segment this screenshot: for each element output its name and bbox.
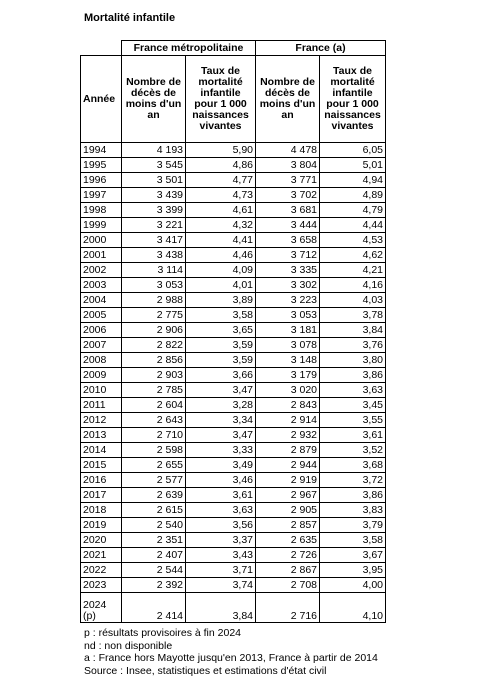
page-title: Mortalité infantile — [84, 12, 176, 24]
deaths-france-cell: 2 905 — [256, 503, 320, 518]
table-row — [81, 188, 386, 203]
table-row — [81, 158, 386, 173]
table-row — [81, 383, 386, 398]
rate-france-cell: 3,58 — [320, 533, 386, 548]
year-cell: 2015 — [81, 458, 122, 473]
deaths-france-cell: 3 148 — [256, 353, 320, 368]
rate-metropolitaine-cell: 3,33 — [186, 443, 256, 458]
rate-metropolitaine-cell: 3,61 — [186, 488, 256, 503]
deaths-metropolitaine-cell: 2 906 — [122, 323, 186, 338]
table-row — [81, 233, 386, 248]
deaths-metropolitaine-cell: 2 903 — [122, 368, 186, 383]
deaths-france-cell: 3 302 — [256, 278, 320, 293]
rate-france-cell: 4,16 — [320, 278, 386, 293]
deaths-france-cell: 2 867 — [256, 563, 320, 578]
rate-metropolitaine-cell: 3,58 — [186, 308, 256, 323]
footnote-provisional: p : résultats provisoires à fin 2024 — [84, 627, 241, 639]
deaths-metropolitaine-cell: 4 193 — [122, 143, 186, 158]
rate-france-cell: 3,79 — [320, 518, 386, 533]
year-cell: 2007 — [81, 338, 122, 353]
deaths-france-cell: 3 335 — [256, 263, 320, 278]
table-row — [81, 353, 386, 368]
deaths-france-cell: 3 078 — [256, 338, 320, 353]
table-body — [81, 143, 386, 623]
deaths-france-cell: 3 053 — [256, 308, 320, 323]
deaths-france-cell: 3 658 — [256, 233, 320, 248]
rate-metropolitaine-cell: 3,89 — [186, 293, 256, 308]
table-row — [81, 308, 386, 323]
rate-metropolitaine-cell: 3,28 — [186, 398, 256, 413]
table-row — [81, 293, 386, 308]
deaths-metropolitaine-cell: 3 053 — [122, 278, 186, 293]
deaths-france-cell: 2 879 — [256, 443, 320, 458]
rate-france-cell: 3,84 — [320, 323, 386, 338]
rate-france-cell: 4,44 — [320, 218, 386, 233]
deaths-metropolitaine-cell: 2 540 — [122, 518, 186, 533]
table-row — [81, 263, 386, 278]
deaths-metropolitaine-cell: 2 639 — [122, 488, 186, 503]
table-row — [81, 278, 386, 293]
header-empty-cell — [81, 41, 122, 56]
rate-france-cell: 4,21 — [320, 263, 386, 278]
deaths-france-cell: 2 967 — [256, 488, 320, 503]
rate-metropolitaine-cell: 4,32 — [186, 218, 256, 233]
rate-france-cell: 3,95 — [320, 563, 386, 578]
rate-france-cell: 4,79 — [320, 203, 386, 218]
rate-france-cell: 3,61 — [320, 428, 386, 443]
deaths-metropolitaine-cell: 3 438 — [122, 248, 186, 263]
column-header-rate-france: Taux de mortalité infantile pour 1 000 naissances vivantes — [320, 56, 386, 143]
deaths-france-cell: 2 914 — [256, 413, 320, 428]
rate-france-cell: 4,53 — [320, 233, 386, 248]
rate-france-cell: 4,62 — [320, 248, 386, 263]
footnotes — [84, 627, 384, 677]
deaths-metropolitaine-cell: 2 414 — [122, 593, 186, 623]
deaths-france-cell: 3 771 — [256, 173, 320, 188]
table-row — [81, 173, 386, 188]
table-row — [81, 503, 386, 518]
rate-france-cell: 3,78 — [320, 308, 386, 323]
deaths-metropolitaine-cell: 2 710 — [122, 428, 186, 443]
rate-metropolitaine-cell: 3,34 — [186, 413, 256, 428]
table-row — [81, 338, 386, 353]
year-cell: 2002 — [81, 263, 122, 278]
deaths-france-cell: 4 478 — [256, 143, 320, 158]
rate-metropolitaine-cell: 3,71 — [186, 563, 256, 578]
footnote-not-available: nd : non disponible — [84, 639, 173, 652]
deaths-france-cell: 2 919 — [256, 473, 320, 488]
deaths-metropolitaine-cell: 2 856 — [122, 353, 186, 368]
year-cell: 2021 — [81, 548, 122, 563]
table-row — [81, 548, 386, 563]
year-cell — [81, 593, 122, 623]
deaths-metropolitaine-cell: 2 988 — [122, 293, 186, 308]
table-row — [81, 428, 386, 443]
rate-metropolitaine-cell: 3,84 — [186, 593, 256, 623]
deaths-france-cell: 3 804 — [256, 158, 320, 173]
rate-france-cell: 3,86 — [320, 488, 386, 503]
deaths-metropolitaine-cell: 2 351 — [122, 533, 186, 548]
year-cell: 2017 — [81, 488, 122, 503]
year-line: 2024 — [83, 599, 107, 611]
column-header-deaths-france: Nombre de décès de moins d'un an — [256, 56, 320, 143]
rate-metropolitaine-cell: 3,46 — [186, 473, 256, 488]
rate-france-cell: 3,86 — [320, 368, 386, 383]
year-cell: 1995 — [81, 158, 122, 173]
deaths-france-cell: 2 635 — [256, 533, 320, 548]
deaths-france-cell: 2 932 — [256, 428, 320, 443]
table-row — [81, 458, 386, 473]
rate-metropolitaine-cell: 3,59 — [186, 338, 256, 353]
rate-france-cell: 3,68 — [320, 458, 386, 473]
rate-metropolitaine-cell: 3,74 — [186, 578, 256, 593]
table-row — [81, 578, 386, 593]
year-cell: 1998 — [81, 203, 122, 218]
table-row — [81, 143, 386, 158]
rate-france-cell: 6,05 — [320, 143, 386, 158]
rate-metropolitaine-cell: 4,01 — [186, 278, 256, 293]
rate-france-cell: 5,01 — [320, 158, 386, 173]
year-cell: 2013 — [81, 428, 122, 443]
rate-metropolitaine-cell: 3,49 — [186, 458, 256, 473]
year-cell: 2023 — [81, 578, 122, 593]
rate-france-cell: 4,00 — [320, 578, 386, 593]
deaths-metropolitaine-cell: 2 775 — [122, 308, 186, 323]
column-header-year: Année — [81, 56, 122, 143]
rate-france-cell: 3,67 — [320, 548, 386, 563]
deaths-metropolitaine-cell: 3 417 — [122, 233, 186, 248]
rate-france-cell: 3,72 — [320, 473, 386, 488]
deaths-metropolitaine-cell: 2 643 — [122, 413, 186, 428]
rate-france-cell: 3,55 — [320, 413, 386, 428]
rate-metropolitaine-cell: 4,86 — [186, 158, 256, 173]
year-cell: 2019 — [81, 518, 122, 533]
year-cell: 2014 — [81, 443, 122, 458]
deaths-metropolitaine-cell: 2 785 — [122, 383, 186, 398]
rate-metropolitaine-cell: 3,37 — [186, 533, 256, 548]
rate-metropolitaine-cell: 3,47 — [186, 383, 256, 398]
table-row — [81, 563, 386, 578]
rate-metropolitaine-cell: 4,77 — [186, 173, 256, 188]
deaths-france-cell: 2 843 — [256, 398, 320, 413]
rate-metropolitaine-cell: 4,61 — [186, 203, 256, 218]
deaths-france-cell: 3 702 — [256, 188, 320, 203]
deaths-metropolitaine-cell: 2 615 — [122, 503, 186, 518]
column-header-deaths-metropolitaine: Nombre de décès de moins d'un an — [122, 56, 186, 143]
deaths-metropolitaine-cell: 2 392 — [122, 578, 186, 593]
deaths-france-cell: 3 223 — [256, 293, 320, 308]
table-row — [81, 473, 386, 488]
deaths-france-cell: 3 712 — [256, 248, 320, 263]
rate-france-cell: 4,03 — [320, 293, 386, 308]
year-cell: 2001 — [81, 248, 122, 263]
rate-france-cell: 4,10 — [320, 593, 386, 623]
year-cell: 2012 — [81, 413, 122, 428]
rate-metropolitaine-cell: 3,56 — [186, 518, 256, 533]
year-cell: 2009 — [81, 368, 122, 383]
table-row — [81, 518, 386, 533]
deaths-metropolitaine-cell: 2 407 — [122, 548, 186, 563]
deaths-metropolitaine-cell: 3 221 — [122, 218, 186, 233]
deaths-metropolitaine-cell: 2 822 — [122, 338, 186, 353]
deaths-metropolitaine-cell: 3 545 — [122, 158, 186, 173]
rate-france-cell: 3,83 — [320, 503, 386, 518]
deaths-france-cell: 3 681 — [256, 203, 320, 218]
footnote-scope: a : France hors Mayotte jusqu'en 2013, France à partir de 2014 — [84, 652, 378, 664]
rate-metropolitaine-cell: 3,63 — [186, 503, 256, 518]
deaths-france-cell: 2 726 — [256, 548, 320, 563]
table-row — [81, 218, 386, 233]
year-cell: 2020 — [81, 533, 122, 548]
deaths-metropolitaine-cell: 2 544 — [122, 563, 186, 578]
deaths-metropolitaine-cell: 2 604 — [122, 398, 186, 413]
year-cell: 2000 — [81, 233, 122, 248]
rate-metropolitaine-cell: 3,47 — [186, 428, 256, 443]
infant-mortality-table — [80, 40, 386, 623]
rate-france-cell: 3,52 — [320, 443, 386, 458]
deaths-metropolitaine-cell: 2 577 — [122, 473, 186, 488]
deaths-france-cell: 2 857 — [256, 518, 320, 533]
rate-france-cell: 3,63 — [320, 383, 386, 398]
year-cell: 1999 — [81, 218, 122, 233]
year-cell: 1997 — [81, 188, 122, 203]
year-cell: 2011 — [81, 398, 122, 413]
rate-metropolitaine-cell: 3,65 — [186, 323, 256, 338]
deaths-metropolitaine-cell: 2 598 — [122, 443, 186, 458]
year-cell: 2003 — [81, 278, 122, 293]
deaths-metropolitaine-cell: 3 501 — [122, 173, 186, 188]
year-cell: 2022 — [81, 563, 122, 578]
table-row — [81, 413, 386, 428]
year-cell: 1996 — [81, 173, 122, 188]
table-row — [81, 323, 386, 338]
table-row — [81, 443, 386, 458]
deaths-france-cell: 2 708 — [256, 578, 320, 593]
rate-metropolitaine-cell: 3,43 — [186, 548, 256, 563]
deaths-metropolitaine-cell: 3 114 — [122, 263, 186, 278]
deaths-france-cell: 2 716 — [256, 593, 320, 623]
year-cell: 1994 — [81, 143, 122, 158]
rate-france-cell: 4,94 — [320, 173, 386, 188]
rate-metropolitaine-cell: 4,41 — [186, 233, 256, 248]
column-header-rate-metropolitaine: Taux de mortalité infantile pour 1 000 naissances vivantes — [186, 56, 256, 143]
rate-france-cell: 3,80 — [320, 353, 386, 368]
year-cell: 2016 — [81, 473, 122, 488]
year-cell: 2008 — [81, 353, 122, 368]
deaths-france-cell: 2 944 — [256, 458, 320, 473]
group-header-france: France (a) — [256, 41, 386, 56]
table-row — [81, 248, 386, 263]
deaths-france-cell: 3 179 — [256, 368, 320, 383]
deaths-metropolitaine-cell: 3 439 — [122, 188, 186, 203]
deaths-metropolitaine-cell: 3 399 — [122, 203, 186, 218]
year-cell: 2010 — [81, 383, 122, 398]
year-cell: 2018 — [81, 503, 122, 518]
rate-metropolitaine-cell: 4,46 — [186, 248, 256, 263]
deaths-france-cell: 3 444 — [256, 218, 320, 233]
provisional-marker: (p) — [83, 610, 96, 622]
table-row — [81, 203, 386, 218]
table-row-provisional — [81, 593, 386, 623]
rate-metropolitaine-cell: 3,59 — [186, 353, 256, 368]
rate-france-cell: 3,45 — [320, 398, 386, 413]
footnote-source: Source : Insee, statistiques et estimations d'état civil — [84, 664, 327, 677]
deaths-metropolitaine-cell: 2 655 — [122, 458, 186, 473]
year-cell: 2006 — [81, 323, 122, 338]
rate-metropolitaine-cell: 4,73 — [186, 188, 256, 203]
table-row — [81, 368, 386, 383]
rate-france-cell: 3,76 — [320, 338, 386, 353]
rate-metropolitaine-cell: 4,09 — [186, 263, 256, 278]
year-cell: 2004 — [81, 293, 122, 308]
table-row — [81, 488, 386, 503]
rate-metropolitaine-cell: 3,66 — [186, 368, 256, 383]
year-cell: 2005 — [81, 308, 122, 323]
rate-metropolitaine-cell: 5,90 — [186, 143, 256, 158]
rate-france-cell: 4,89 — [320, 188, 386, 203]
deaths-france-cell: 3 020 — [256, 383, 320, 398]
table-row — [81, 398, 386, 413]
deaths-france-cell: 3 181 — [256, 323, 320, 338]
group-header-france-metropolitaine: France métropolitaine — [122, 41, 256, 56]
table-row — [81, 533, 386, 548]
